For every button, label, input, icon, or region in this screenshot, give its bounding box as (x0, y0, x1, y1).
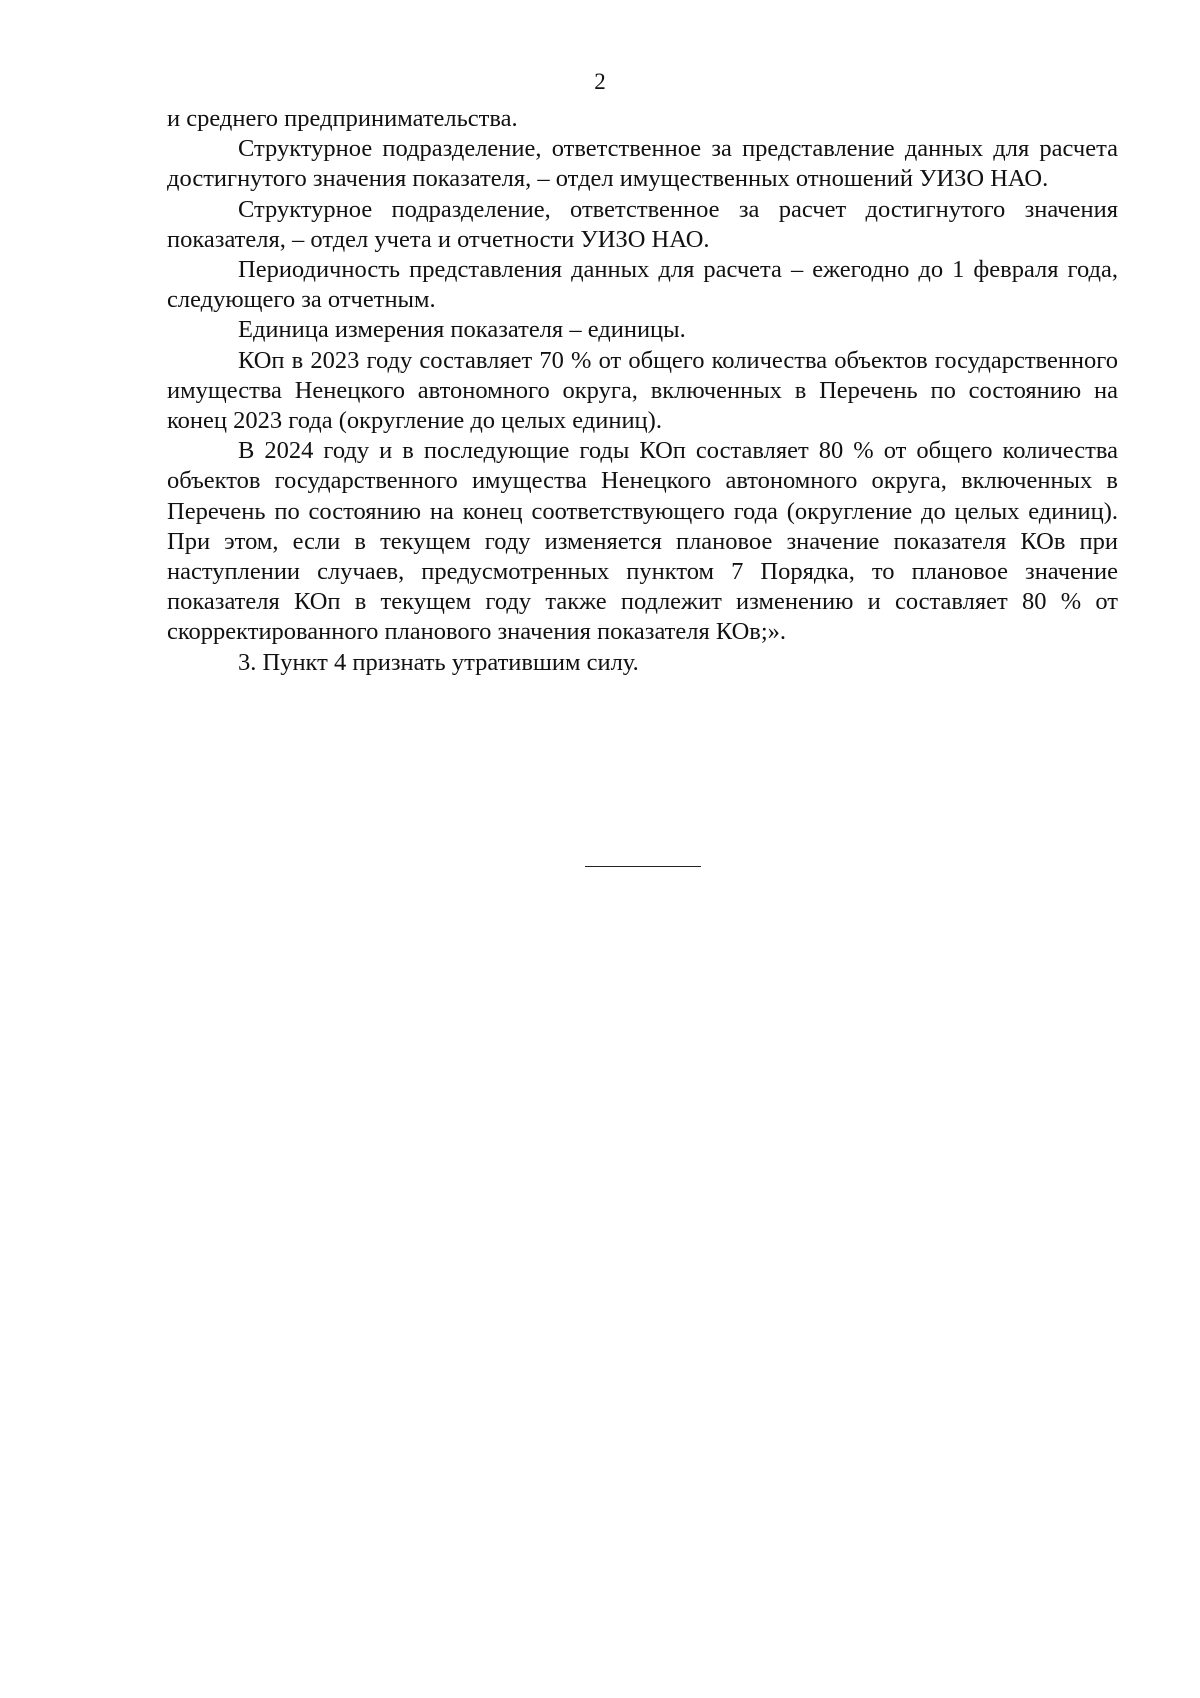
paragraph-continuation: и среднего предпринимательства. (167, 105, 518, 132)
paragraph-kop-2023: КОп в 2023 году составляет 70 % от общего количества объектов государственного имущества Ненецкого автономного округа, включенных в Перечень по состоянию на конец 2023 года (округление до целых единиц). (167, 346, 1118, 435)
end-of-text-divider (585, 866, 701, 867)
page-number: 2 (594, 69, 606, 94)
paragraph-data-provider: Структурное подразделение, ответственное за представление данных для расчета достигнутого значения показателя, – отдел имущественных отношений УИЗО НАО. (167, 135, 1118, 193)
paragraph-item-3: 3. Пункт 4 признать утратившим силу. (238, 648, 639, 676)
paragraph-calculation-unit: Структурное подразделение, ответственное за расчет достигнутого значения показателя, – отдел учета и отчетности УИЗО НАО. (167, 195, 1118, 253)
document-body (167, 104, 1118, 678)
paragraph-kop-2024: В 2024 году и в последующие годы КОп составляет 80 % от общего количества объектов государственного имущества Ненецкого автономного округа, включенных в Перечень по состоянию на конец соответствующего года (округление до целых единиц). При этом, если в текущем году изменяется плановое значение показателя КОв при наступлении случаев, предусмотренных пунктом 7 Порядка, то плановое значение показателя КОп в текущем году также подлежит изменению и составляет 80 % от скорректированного планового значения показателя КОв;». (167, 437, 1118, 646)
paragraph-measurement-unit: Единица измерения показателя – единицы. (238, 316, 686, 344)
paragraph-periodicity: Периодичность представления данных для расчета – ежегодно до 1 февраля года, следующего за отчетным. (167, 256, 1118, 314)
